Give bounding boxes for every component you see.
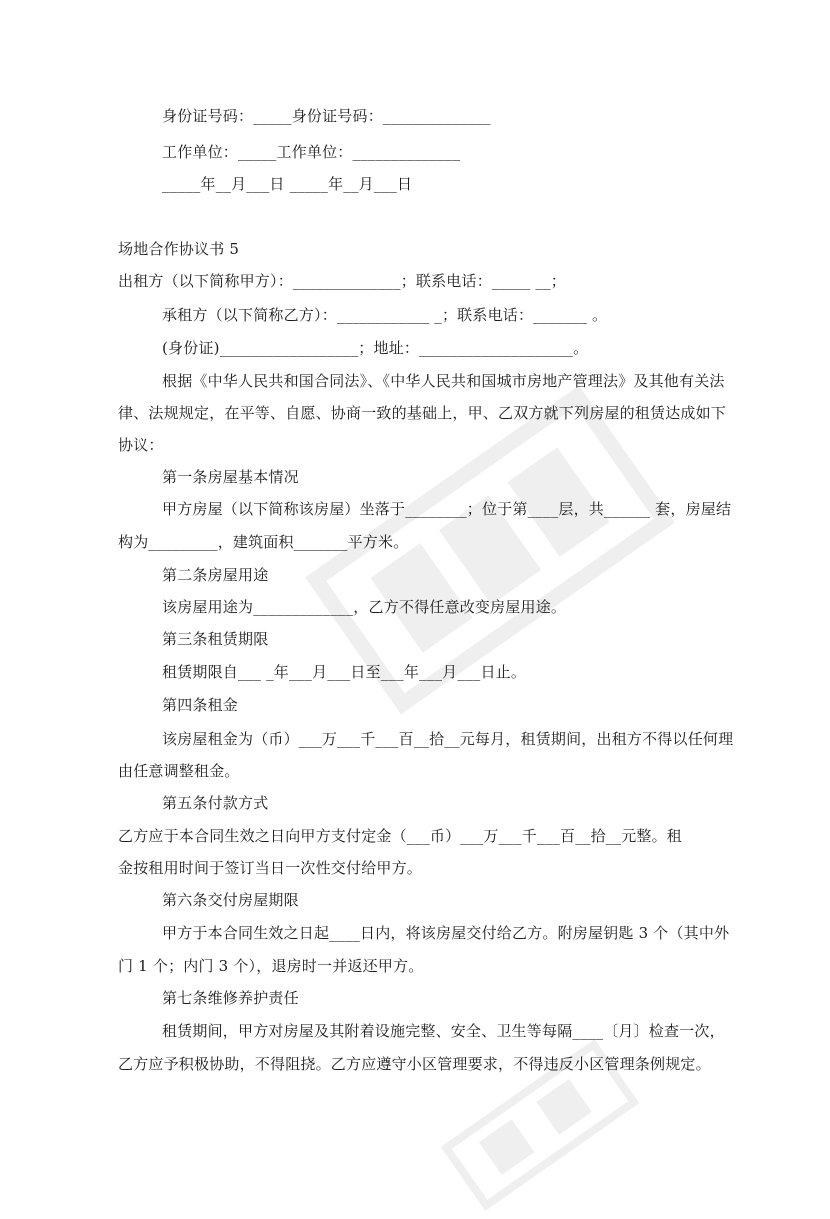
article-2-heading: 第二条房屋用途 [162, 566, 269, 584]
article-4-line-2: 由任意调整租金。 [118, 762, 240, 780]
id-address-line: (身份证)__________________；地址：____________________。 [162, 339, 589, 357]
article-4-heading: 第四条租金 [162, 696, 239, 714]
id-number-line: 身份证号码：_____身份证号码：______________ [162, 107, 491, 125]
article-3-heading: 第三条租赁期限 [162, 630, 269, 648]
article-3-line-1: 租赁期限自___ _年___月___日至___年___月___日止。 [162, 663, 527, 681]
article-6-heading: 第六条交付房屋期限 [162, 891, 299, 909]
article-5-line-1: 乙方应于本合同生效之日向甲方支付定金（___币）___万___千___百__拾__元整。租 [118, 827, 683, 845]
article-4-line-1: 该房屋租金为（币）___万___千___百__拾__元每月，租赁期间，出租方不得以任何理 [162, 730, 734, 748]
preamble-line-3: 协议： [118, 436, 164, 454]
article-1-heading: 第一条房屋基本情况 [162, 468, 299, 486]
article-6-line-1: 甲方于本合同生效之日起____日内，将该房屋交付给乙方。附房屋钥匙 3 个（其中外 [162, 924, 730, 942]
article-5-line-2: 金按租用时间于签订当日一次性交付给甲方。 [118, 859, 423, 877]
article-1-line-1: 甲方房屋（以下简称该房屋）坐落于________；位于第____层，共______ 套，房屋结 [162, 500, 732, 518]
lessor-line: 出租方（以下简称甲方）：______________；联系电话：_____ __； [118, 272, 566, 290]
section-title: 场地合作协议书 5 [118, 240, 240, 258]
article-7-heading: 第七条维修养护责任 [162, 989, 299, 1007]
work-unit-line: 工作单位：_____工作单位：______________ [162, 143, 461, 161]
article-1-line-2: 构为_________，建筑面积_______平方米。 [118, 533, 409, 551]
article-7-line-1: 租赁期间，甲方对房屋及其附着设施完整、安全、卫生等每隔____〔月〕检查一次， [162, 1022, 725, 1040]
lessee-line: 承租方（以下简称乙方）：____________ _；联系电话：_______ 。 [162, 306, 608, 324]
preamble-line-1: 根据《中华人民共和国合同法》、《中华人民共和国城市房地产管理法》及其他有关法 [162, 372, 725, 390]
signature-date-line: _____年__月___日 _____年__月___日 [162, 175, 413, 193]
article-7-line-2: 乙方应予积极协助，不得阻挠。乙方应遵守小区管理要求，不得违反小区管理条例规定。 [118, 1055, 711, 1073]
preamble-line-2: 律、法规规定，在平等、自愿、协商一致的基础上，甲、乙双方就下列房屋的租赁达成如下 [118, 404, 727, 422]
article-2-line-1: 该房屋用途为_____________，乙方不得任意改变房屋用途。 [162, 598, 567, 616]
article-6-line-2: 门 1 个；内门 3 个），退房时一并返还甲方。 [118, 957, 424, 975]
article-5-heading: 第五条付款方式 [162, 794, 269, 812]
